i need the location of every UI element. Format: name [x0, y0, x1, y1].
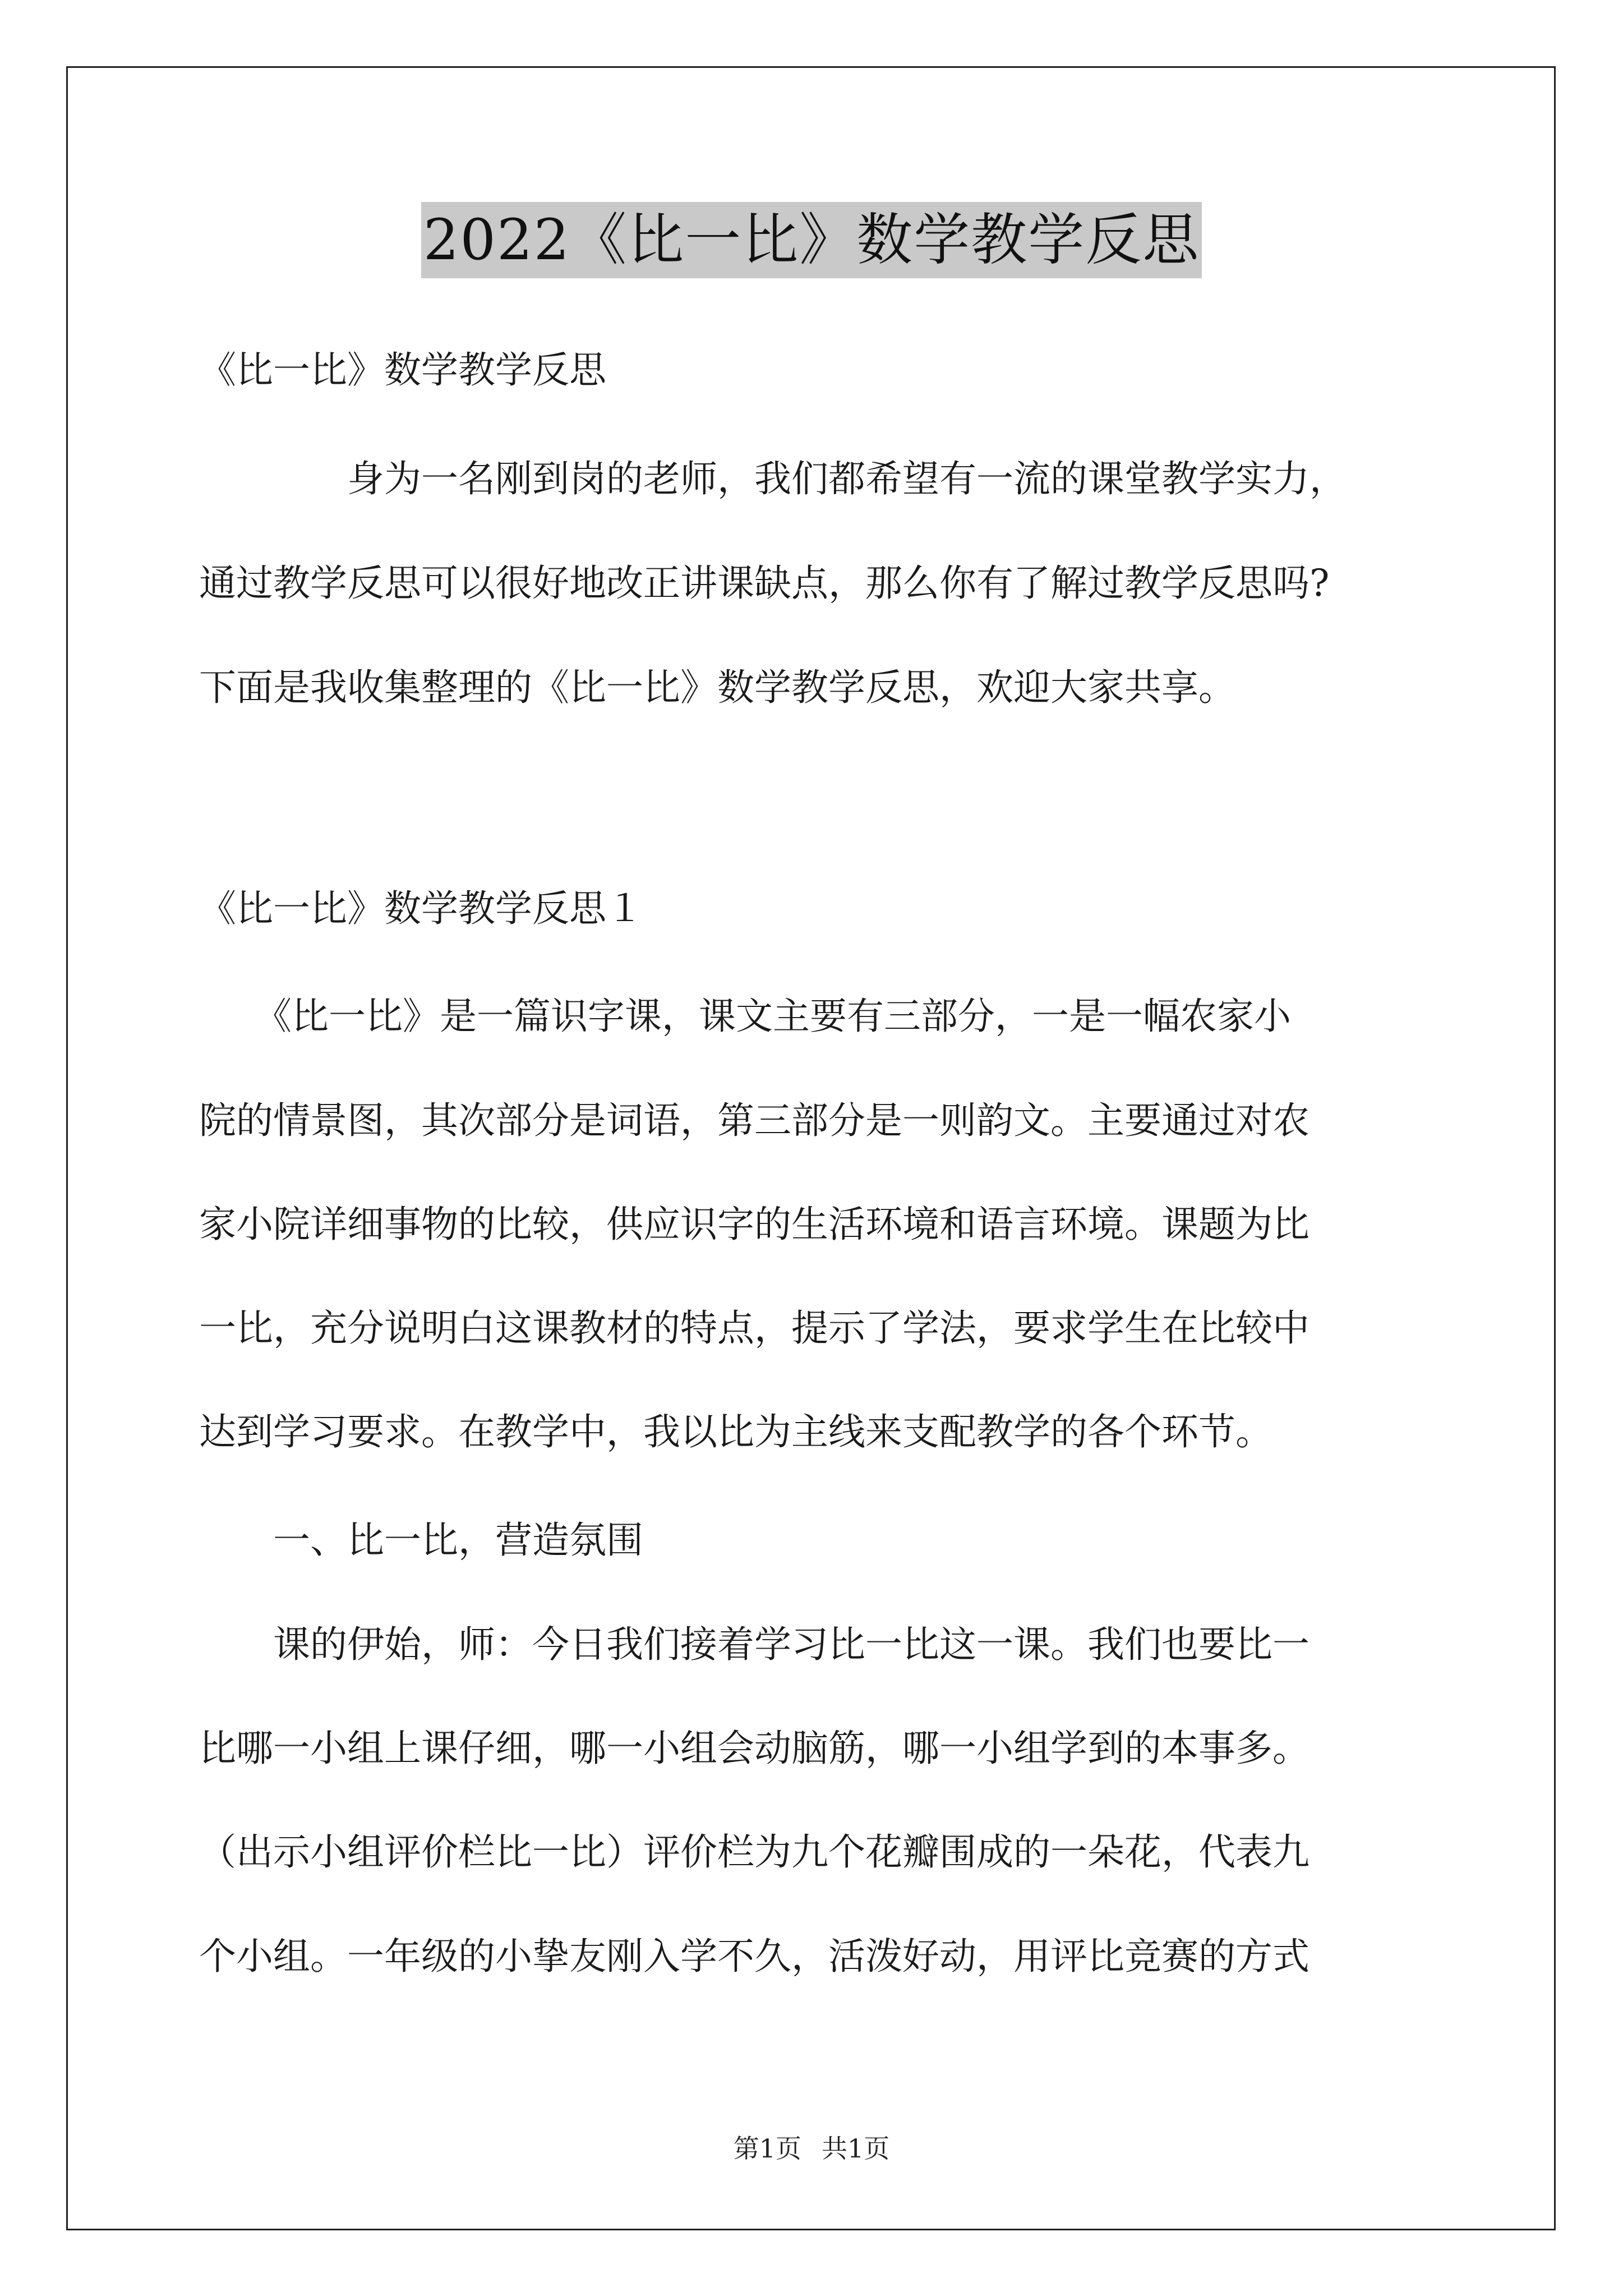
- paragraph-line: （出示小组评价栏比一比）评价栏为九个花瓣围成的一朵花，代表九: [199, 1830, 1310, 1874]
- paragraph-line: 通过教学反思可以很好地改正讲课缺点，那么你有了解过教学反思吗?: [199, 562, 1330, 605]
- paragraph-line: 家小院详细事物的比较，供应识字的生活环境和语言环境。课题为比: [199, 1203, 1310, 1246]
- paragraph-line: 《比一比》是一篇识字课，课文主要有三部分，一是一幅农家小: [199, 995, 1291, 1038]
- paragraph-line: 下面是我收集整理的《比一比》数学教学反思，欢迎大家共享。: [199, 666, 1235, 709]
- page-number-total: 共1页: [822, 2133, 890, 2164]
- paragraph-line: 一比，充分说明白这课教材的特点，提示了学法，要求学生在比较中: [199, 1306, 1310, 1350]
- paragraph-line: 达到学习要求。在教学中，我以比为主线来支配教学的各个环节。: [199, 1410, 1272, 1453]
- paragraph-line: 比哪一小组上课仔细，哪一小组会动脑筋，哪一小组学到的本事多。: [199, 1727, 1310, 1770]
- document-title: 2022《比一比》数学教学反思: [421, 202, 1202, 278]
- subsection-heading: 一、比一比，营造氛围: [199, 1519, 643, 1562]
- page-footer: [0, 2132, 1623, 2165]
- section-heading: 《比一比》数学教学反思１: [199, 887, 643, 930]
- paragraph-line: 课的伊始，师：今日我们接着学习比一比这一课。我们也要比一: [199, 1623, 1310, 1666]
- paragraph-line: 个小组。一年级的小挚友刚入学不久，活泼好动，用评比竞赛的方式: [199, 1935, 1310, 1978]
- intro-heading: 《比一比》数学教学反思: [199, 348, 606, 392]
- title-wrap: [0, 202, 1623, 278]
- page-number-current: 第1页: [733, 2133, 801, 2164]
- paragraph-line: 身为一名刚到岗的老师，我们都希望有一流的课堂教学实力，: [199, 457, 1347, 500]
- paragraph-line: 院的情景图，其次部分是词语，第三部分是一则韵文。主要通过对农: [199, 1099, 1310, 1142]
